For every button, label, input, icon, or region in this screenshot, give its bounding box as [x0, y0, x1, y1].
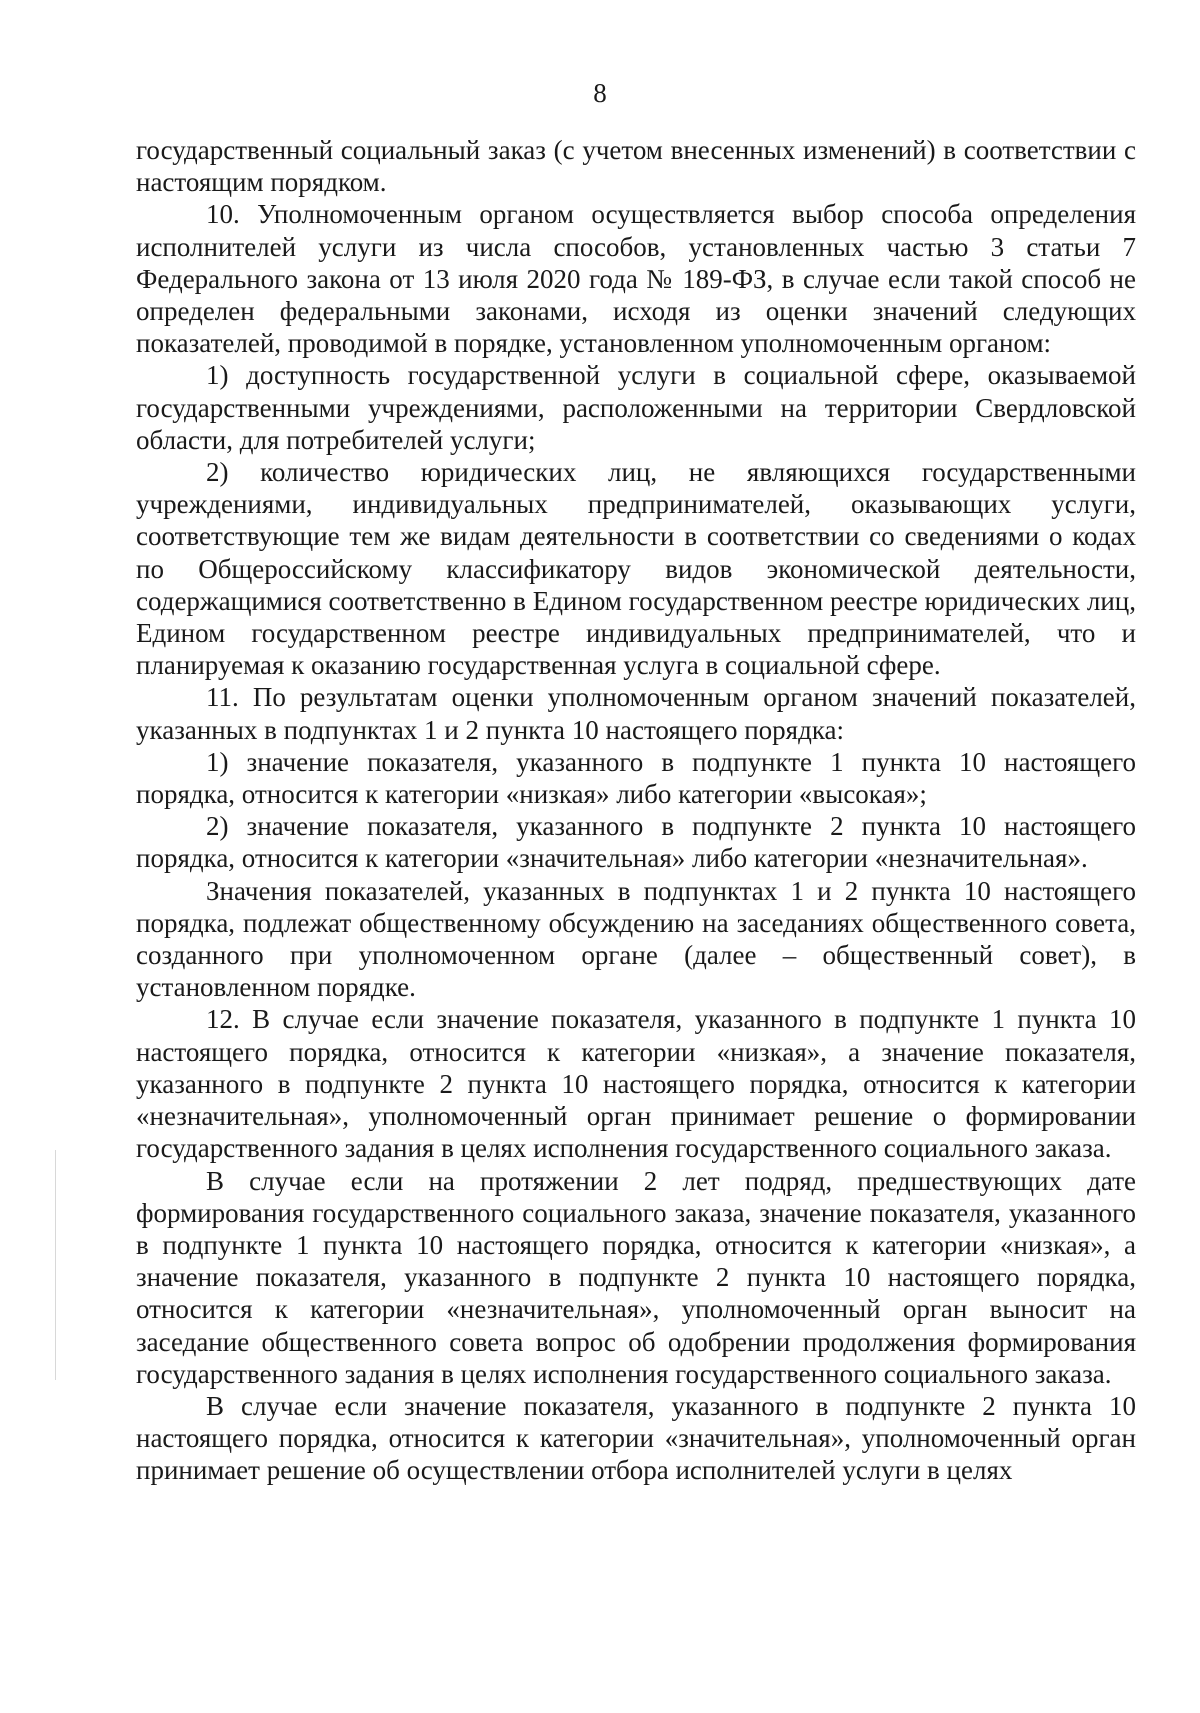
paragraph-continuation: государственный социальный заказ (с учетом внесенных изменений) в соответствии с настоящим порядком.	[136, 135, 1136, 198]
paragraph-item-10-sub-2: 2) количество юридических лиц, не являющихся государственными учреждениями, индивидуальных предпринимателей, оказывающих услуги, соответствующие тем же видам деятельности в соответствии со сведениями о кодах по Общероссийскому классификатору видов экономической деятельности, содержащимися соответственно в Едином государственном реестре юридических лиц, Едином государственном реестре индивидуальных предпринимателей, что и планируемая к оказанию государственная услуга в социальной сфере.	[136, 457, 1136, 681]
paragraph-item-10-sub-1: 1) доступность государственной услуги в социальной сфере, оказываемой государственными учреждениями, расположенными на территории Свердловской области, для потребителей услуги;	[136, 360, 1136, 455]
scan-edge-mark	[55, 1150, 56, 1380]
paragraph-item-11: 11. По результатам оценки уполномоченным органом значений показателей, указанных в подпунктах 1 и 2 пункта 10 настоящего порядка:	[136, 682, 1136, 745]
paragraph-two-years: В случае если на протяжении 2 лет подряд, предшествующих дате формирования государственного социального заказа, значение показателя, указанного в подпункте 1 пункта 10 настоящего порядка, относится к категории «низкая», а значение показателя, указанного в подпункте 2 пункта 10 настоящего порядка, относится к категории «незначительная», уполномоченный орган выносит на заседание общественного совета вопрос об одобрении продолжения формирования государственного задания в целях исполнения государственного социального заказа.	[136, 1165, 1136, 1389]
paragraph-public-discussion: Значения показателей, указанных в подпунктах 1 и 2 пункта 10 настоящего порядка, подлежат общественному обсуждению на заседаниях общественного совета, созданного при уполномоченном органе (далее – общественный совет), в установленном порядке.	[136, 875, 1136, 1003]
paragraph-item-11-sub-2: 2) значение показателя, указанного в подпункте 2 пункта 10 настоящего порядка, относится к категории «значительная» либо категории «незначительная».	[136, 811, 1136, 874]
paragraph-item-12: 12. В случае если значение показателя, указанного в подпункте 1 пункта 10 настоящего порядка, относится к категории «низкая», а значение показателя, указанного в подпункте 2 пункта 10 настоящего порядка, относится к категории «незначительная», уполномоченный орган принимает решение о формировании государственного задания в целях исполнения государственного социального заказа.	[136, 1004, 1136, 1164]
paragraph-significant: В случае если значение показателя, указанного в подпункте 2 пункта 10 настоящего порядка, относится к категории «значительная», уполномоченный орган принимает решение об осуществлении отбора исполнителей услуги в целях	[136, 1390, 1136, 1486]
page-number: 8	[593, 78, 607, 108]
paragraph-item-11-sub-1: 1) значение показателя, указанного в подпункте 1 пункта 10 настоящего порядка, относится к категории «низкая» либо категории «высокая»;	[136, 746, 1136, 810]
document-body	[136, 134, 1136, 1487]
paragraph-item-10: 10. Уполномоченным органом осуществляется выбор способа определения исполнителей услуги из числа способов, установленных частью 3 статьи 7 Федерального закона от 13 июля 2020 года № 189-ФЗ, в случае если такой способ не определен федеральными законами, исходя из оценки значений следующих показателей, проводимой в порядке, установленном уполномоченным органом:	[136, 199, 1136, 359]
